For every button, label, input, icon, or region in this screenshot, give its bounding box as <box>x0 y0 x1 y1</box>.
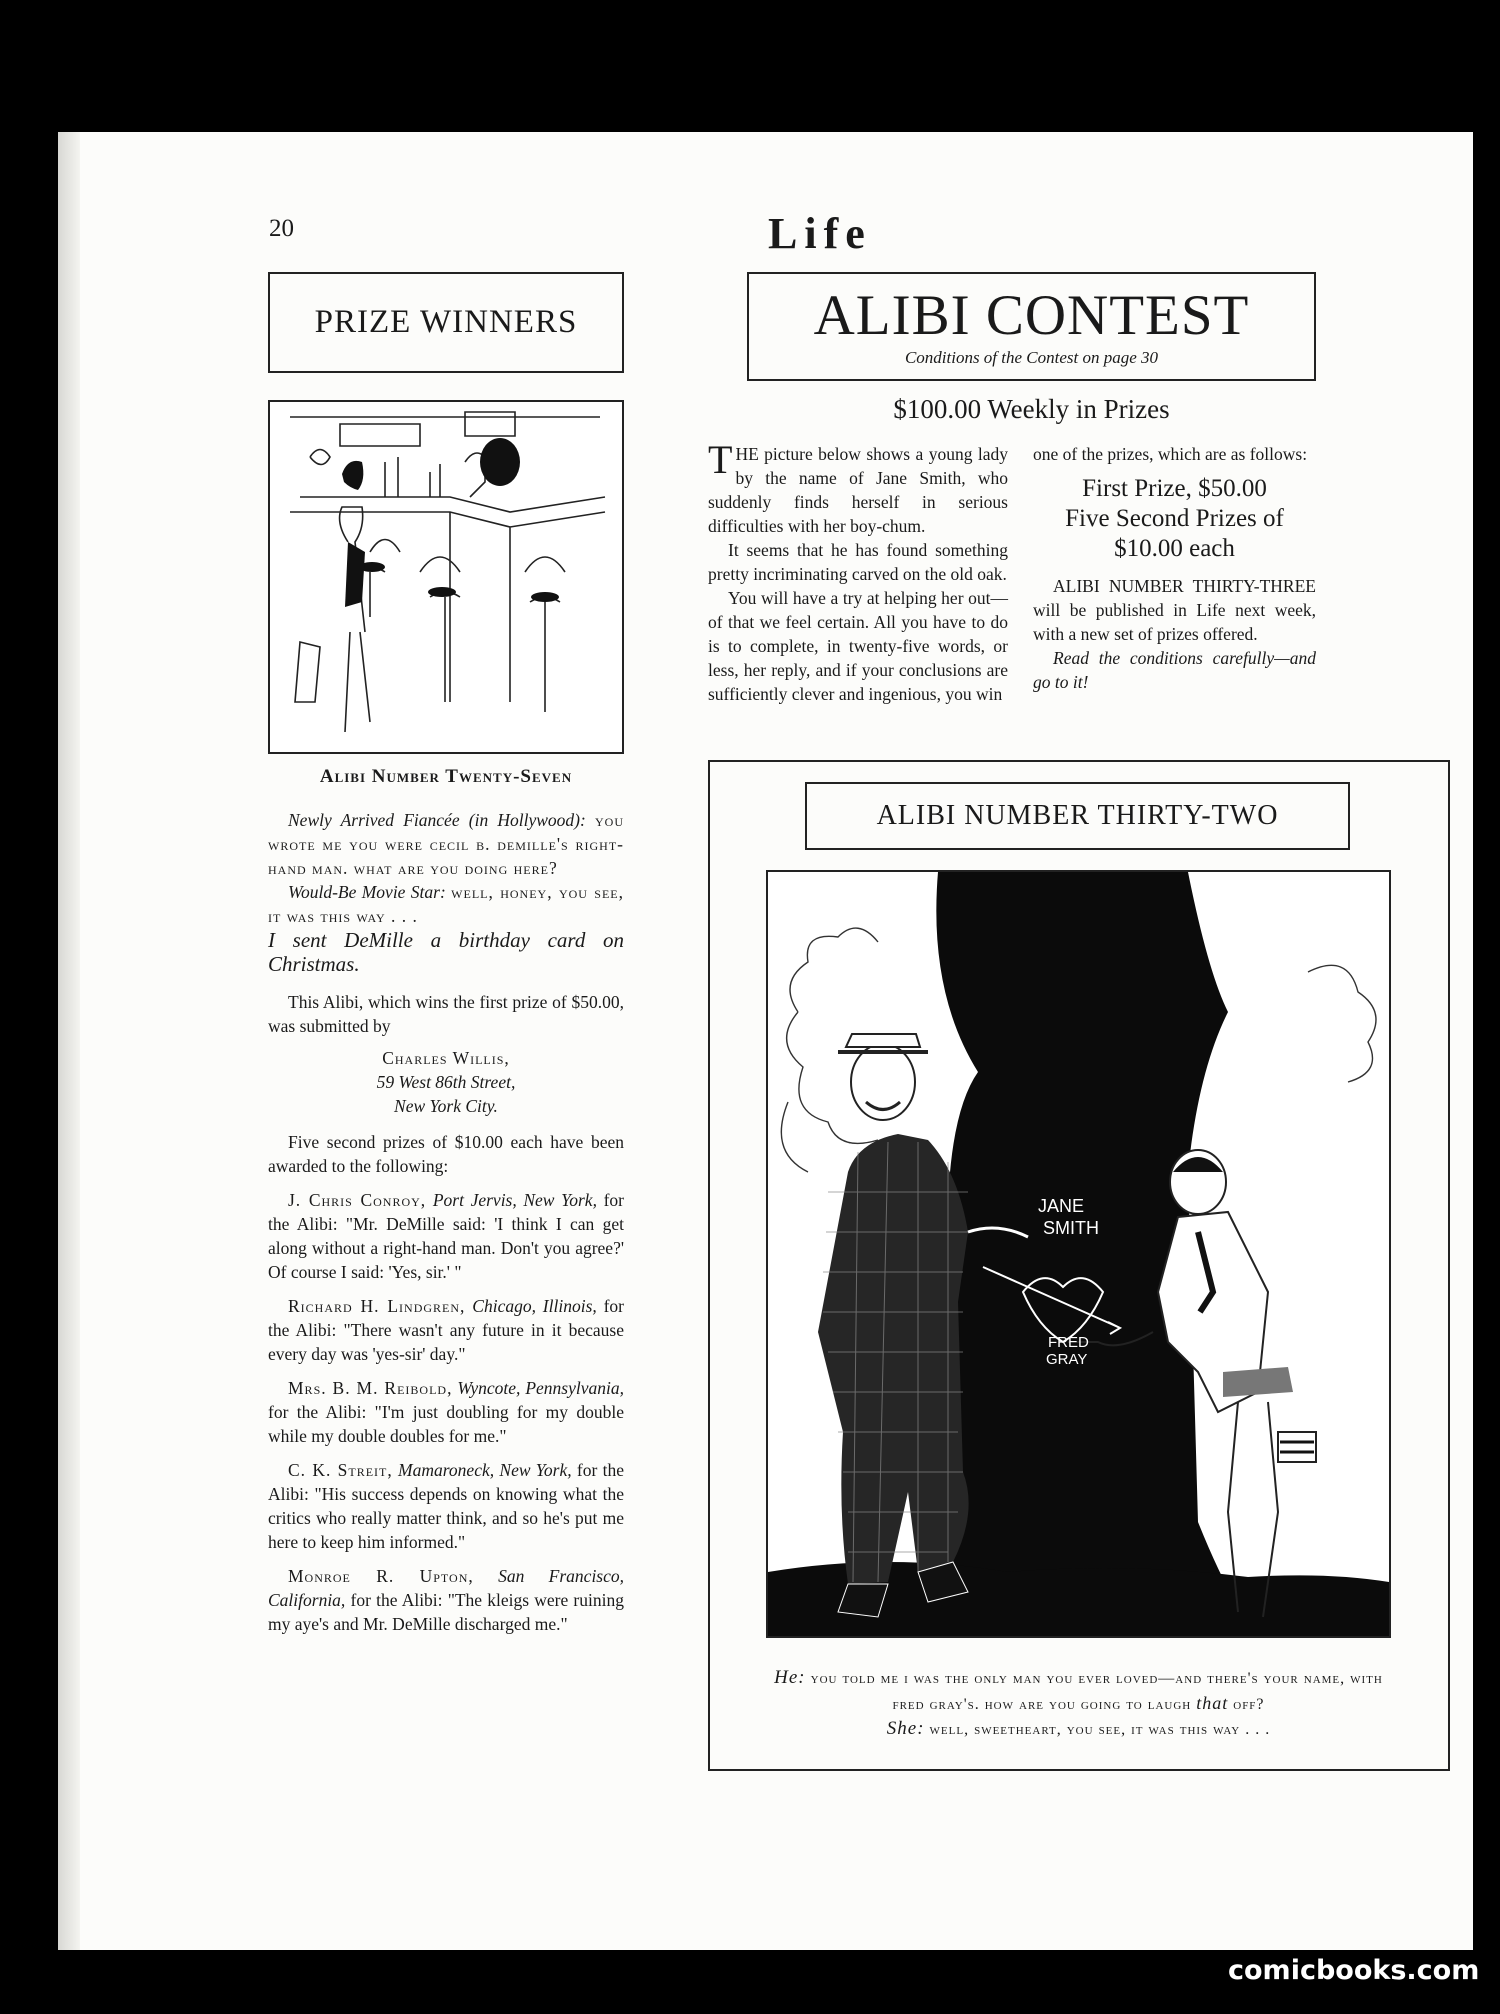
carving-text-3: FRED <box>1048 1334 1089 1351</box>
drop-cap: T <box>708 437 733 482</box>
second-prizes-line-1: Five Second Prizes of <box>1065 505 1284 532</box>
she-text: well, sweetheart, you see, it was this way . . . <box>929 1721 1271 1738</box>
second-prizes-line-2: $10.00 each <box>1114 535 1235 562</box>
prize-winners-title: PRIZE WINNERS <box>314 304 578 340</box>
winner-name: Richard H. Lindgren, <box>288 1296 466 1316</box>
next-week-notice: ALIBI NUMBER THIRTY-THREE will be published in Life next week, with a new set of prizes offered. <box>1033 576 1316 644</box>
first-prize-text: This Alibi, which wins the first prize of $50.00, was submitted by <box>268 992 624 1036</box>
first-prize: First Prize, $50.00 <box>1082 475 1267 502</box>
winner-name: C. K. Streit, <box>288 1460 393 1480</box>
he-text-emphasis: that <box>1196 1693 1229 1713</box>
winner-alibi: for the Alibi: "There wasn't any future in it because every day was 'yes-sir' day." <box>268 1296 625 1364</box>
speaker-fiancee: Newly Arrived Fiancée (in Hollywood): <box>288 810 586 830</box>
he-line <box>766 1666 1391 1717</box>
watermark: comicbooks.com <box>1228 1955 1480 1986</box>
intro-paragraph <box>708 437 1008 538</box>
alibi-32-title-box <box>805 782 1350 850</box>
second-winner-entry <box>268 1564 624 1636</box>
second-winner-entry <box>268 1376 624 1448</box>
dialogue-paragraph-2 <box>268 880 624 928</box>
winner-name: J. Chris Conroy, <box>288 1190 427 1210</box>
tree-couple-illustration <box>766 870 1391 1638</box>
instructions-paragraph: You will have a try at helping her out—of that we feel certain. All you have to do is to complete, in twenty-five words, or less, her reply, and if your conclusions are sufficiently clever and ingenious, you win <box>708 588 1008 704</box>
soda-fountain-illustration <box>268 400 624 754</box>
magazine-page <box>58 132 1473 1950</box>
fiancee-line: you wrote me you were cecil b. demille's right-hand man. what are you doing here? <box>268 810 624 878</box>
winner-street: 59 West 86th Street, <box>376 1072 516 1092</box>
alibi-27-column <box>268 808 624 1636</box>
winner-alibi: for the Alibi: "His success depends on knowing what the critics who really matter think, and so he's put me here to keep him informed." <box>268 1460 624 1552</box>
carving-text-4: GRAY <box>1046 1351 1088 1368</box>
contest-prizes-column <box>1033 442 1316 694</box>
prize-list <box>1033 474 1316 564</box>
prize-winners-box <box>268 272 624 373</box>
winner-place: Port Jervis, New York, <box>432 1190 597 1210</box>
alibi-27-heading: Alibi Number Twenty-Seven <box>319 766 573 787</box>
winner-place: Chicago, Illinois, <box>472 1296 597 1316</box>
carving-text-2: SMITH <box>1043 1218 1099 1238</box>
winner-place: San Francisco, California, <box>268 1566 625 1610</box>
movie-star-line: well, honey, you see, it was this way . . . <box>268 882 625 926</box>
page-number: 20 <box>269 215 294 242</box>
alibi-contest-title: ALIBI CONTEST <box>813 284 1250 347</box>
weekly-prizes-heading: $100.00 Weekly in Prizes <box>893 394 1170 424</box>
second-winner-entry <box>268 1458 624 1554</box>
second-prizes-intro: Five second prizes of $10.00 each have been awarded to the following: <box>268 1132 624 1176</box>
winner-alibi: for the Alibi: "The kleigs were ruining my aye's and Mr. DeMille discharged me." <box>268 1590 624 1634</box>
alibi-contest-subtitle: Conditions of the Contest on page 30 <box>904 348 1159 367</box>
winner-name: Monroe R. Upton, <box>288 1566 474 1586</box>
winner-alibi: for the Alibi: "I'm just doubling for my double while my double doubles for me." <box>268 1402 624 1446</box>
he-text: you told me i was the only man you ever loved—and there's your name, with fred gray's. how are you going to laugh <box>810 1670 1383 1713</box>
second-winner-entry <box>268 1294 624 1366</box>
speaker-he: He: <box>774 1667 806 1688</box>
winner-name: Charles Willis, <box>382 1048 510 1068</box>
winner-name: Mrs. B. M. Reibold, <box>288 1378 453 1398</box>
carving-text-1: JANE <box>1038 1196 1085 1216</box>
read-conditions-note: Read the conditions carefully—and go to it! <box>1033 648 1316 692</box>
dialogue-paragraph <box>268 808 624 880</box>
winner-alibi: for the Alibi: "Mr. DeMille said: 'I think I can get along without a right-hand man. Don't you agree?' Of course I said: 'Yes, sir.' " <box>268 1190 624 1282</box>
alibi-32-caption <box>766 1666 1391 1742</box>
winner-place: Wyncote, Pennsylvania, <box>457 1378 624 1398</box>
soda-fountain-drawing <box>270 402 622 752</box>
winner-place: Mamaroneck, New York, <box>398 1460 572 1480</box>
winning-punchline: I sent DeMille a birthday card on Christmas. <box>268 928 624 976</box>
she-line <box>766 1717 1391 1742</box>
tree-couple-drawing <box>768 872 1389 1636</box>
prizes-lead: one of the prizes, which are as follows: <box>1033 444 1308 464</box>
he-text-end: off? <box>1233 1696 1265 1713</box>
speaker-movie-star: Would-Be Movie Star: <box>288 882 446 902</box>
speaker-she: She: <box>886 1718 925 1739</box>
second-winner-entry <box>268 1188 624 1284</box>
alibi-32-title: ALIBI NUMBER THIRTY-TWO <box>876 800 1279 831</box>
intro-paragraph-text: HE picture below shows a young lady by the name of Jane Smith, who suddenly finds herself in serious difficulties with her boy-chum. <box>708 444 1008 536</box>
masthead: Life <box>768 209 872 258</box>
page-binding-edge <box>58 132 80 1950</box>
alibi-contest-box <box>747 272 1316 381</box>
winner-city: New York City. <box>394 1096 498 1116</box>
incriminating-paragraph: It seems that he has found something pretty incriminating carved on the old oak. <box>708 540 1008 584</box>
contest-intro-column <box>708 437 1008 706</box>
